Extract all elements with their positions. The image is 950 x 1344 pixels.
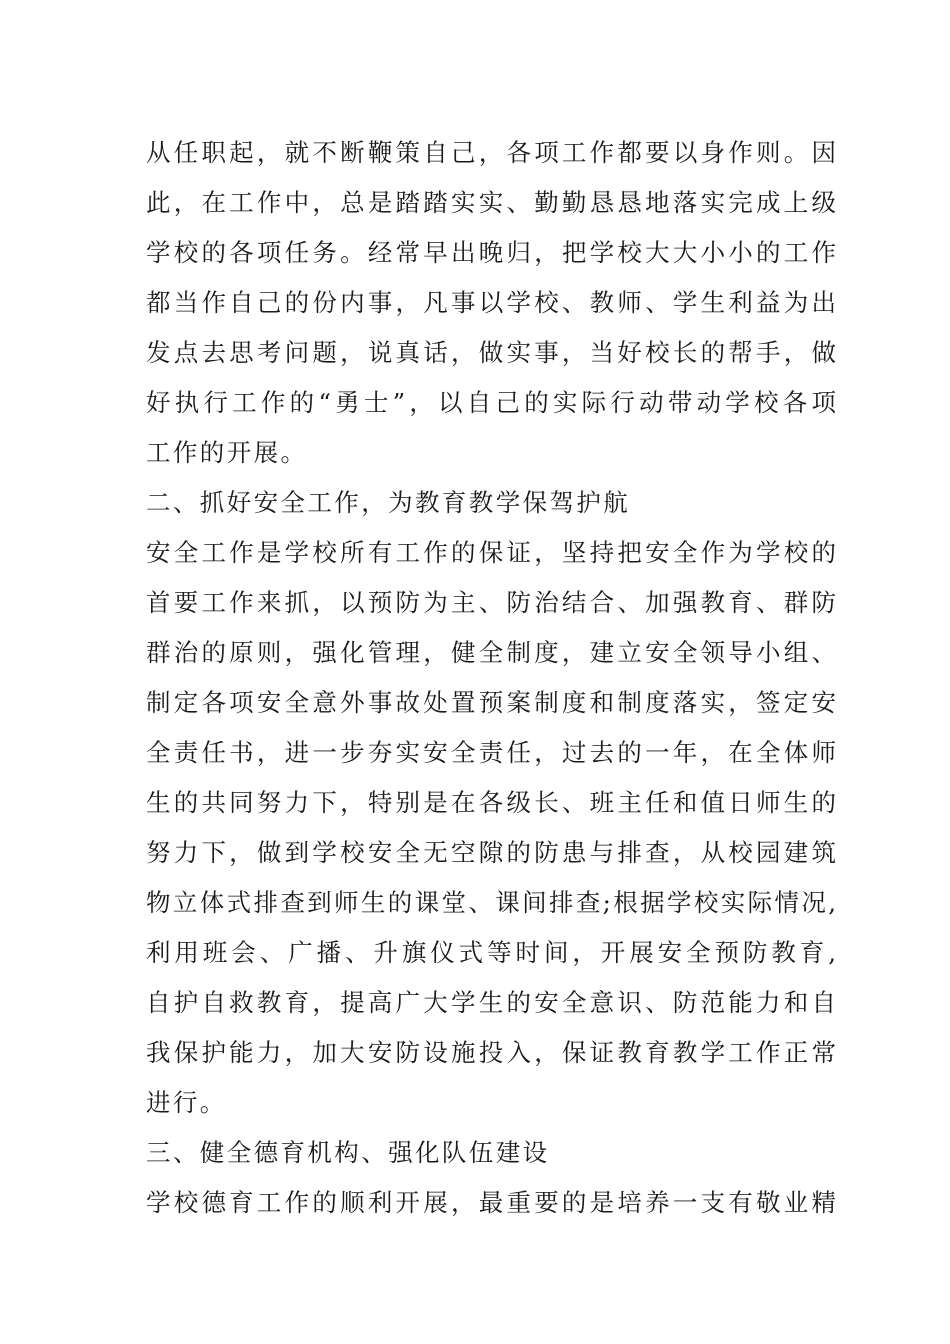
text-line: 努力下，做到学校安全无空隙的防患与排查，从校园建筑 [146, 838, 836, 867]
text-line: 发点去思考问题，说真话，做实事，当好校长的帮手，做 [146, 338, 836, 367]
text-line: 安全工作是学校所有工作的保证，坚持把安全作为学校的 [146, 538, 836, 567]
text-line: 全责任书，进一步夯实安全责任，过去的一年，在全体师 [146, 738, 836, 767]
text-line: 好执行工作的“勇士”，以自己的实际行动带动学校各项 [146, 388, 836, 417]
text-line: 制定各项安全意外事故处置预案制度和制度落实，签定安 [146, 688, 836, 717]
text-line: 学校的各项任务。经常早出晚归，把学校大大小小的工作 [146, 238, 836, 267]
text-line: 我保护能力，加大安防设施投入，保证教育教学工作正常 [146, 1038, 836, 1067]
text-line: 从任职起，就不断鞭策自己，各项工作都要以身作则。因 [146, 138, 836, 167]
section-heading: 三、健全德育机构、强化队伍建设 [146, 1138, 550, 1167]
text-line: 群治的原则，强化管理，健全制度，建立安全领导小组、 [146, 638, 836, 667]
text-line: 工作的开展。 [146, 438, 308, 467]
text-line: 利用班会、广播、升旗仪式等时间，开展安全预防教育, [146, 938, 836, 967]
text-line: 此，在工作中，总是踏踏实实、勤勤恳恳地落实完成上级 [146, 188, 836, 217]
text-line: 自护自救教育，提高广大学生的安全意识、防范能力和自 [146, 988, 836, 1017]
text-line: 首要工作来抓，以预防为主、防治结合、加强教育、群防 [146, 588, 836, 617]
section-heading: 二、抓好安全工作，为教育教学保驾护航 [146, 488, 631, 517]
text-line: 生的共同努力下，特别是在各级长、班主任和值日师生的 [146, 788, 836, 817]
text-line: 都当作自己的份内事，凡事以学校、教师、学生利益为出 [146, 288, 836, 317]
text-line: 进行。 [146, 1088, 227, 1117]
text-line: 学校德育工作的顺利开展，最重要的是培养一支有敬业精 [146, 1188, 836, 1217]
text-line: 物立体式排查到师生的课堂、课间排查;根据学校实际情况, [146, 888, 836, 917]
